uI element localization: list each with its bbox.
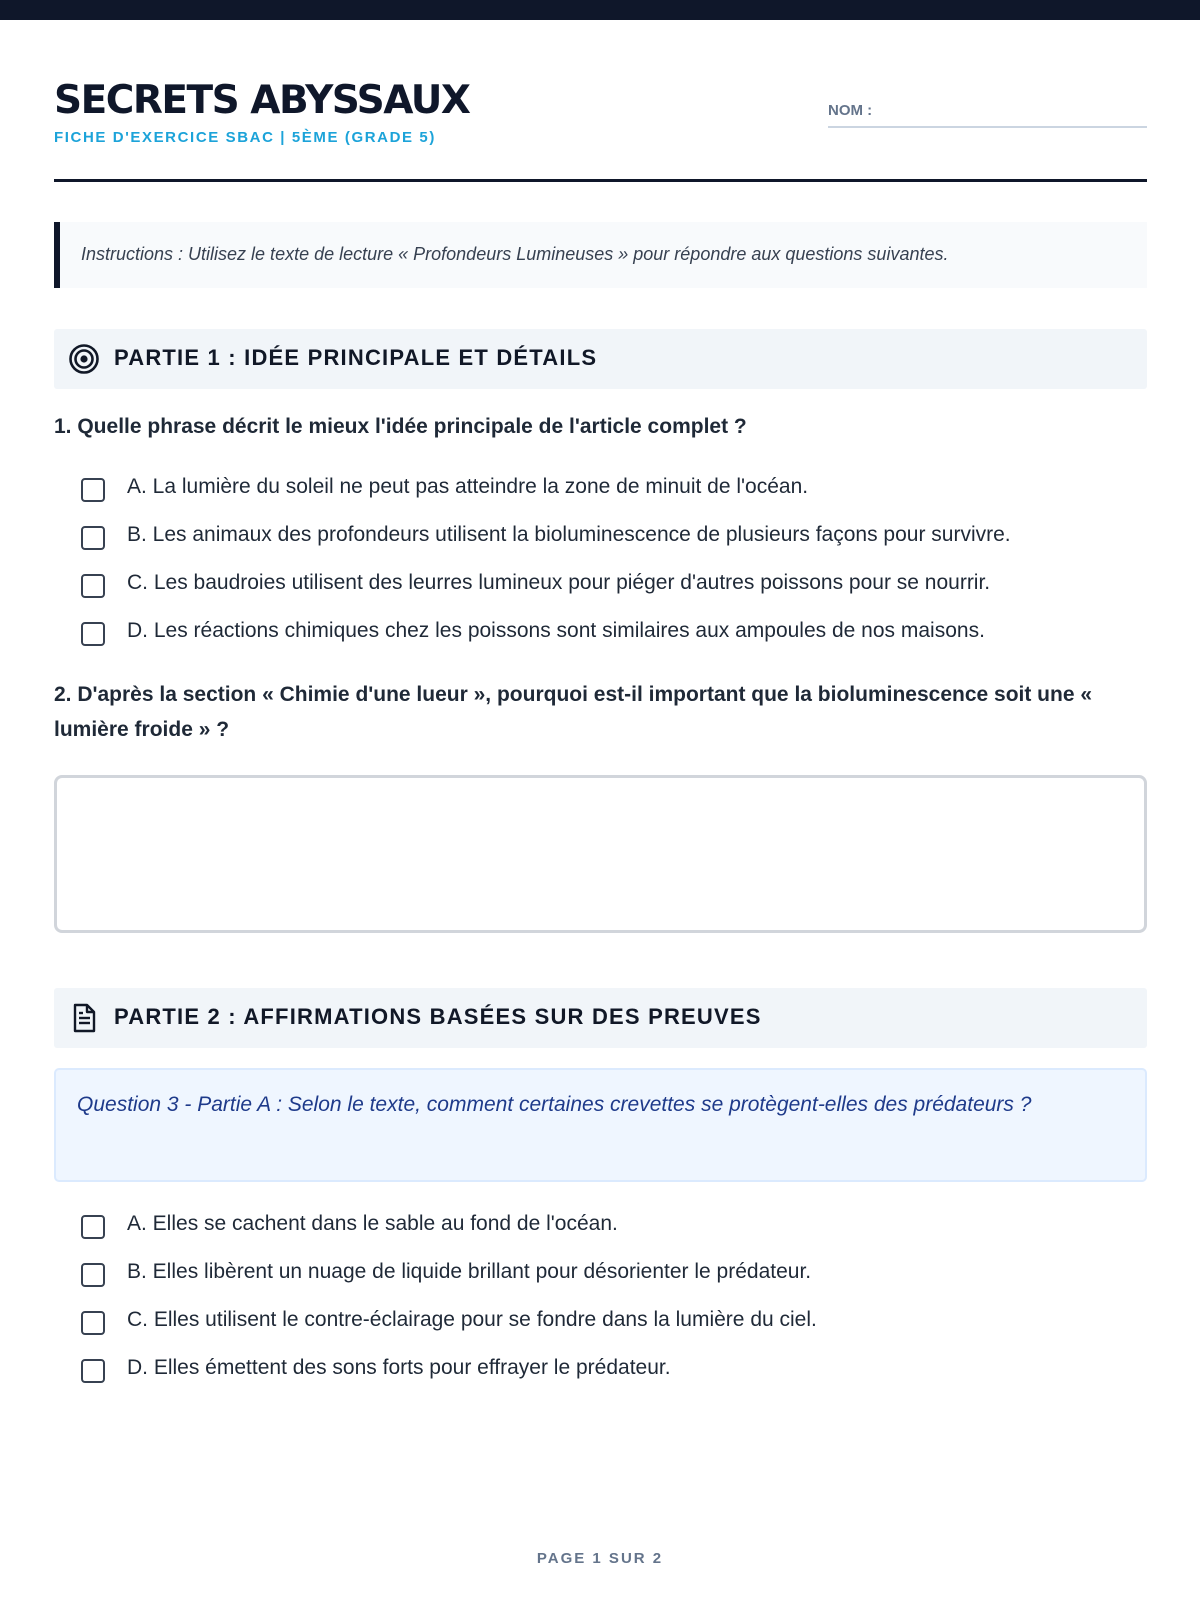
question-1-options <box>81 470 1147 662</box>
checkbox[interactable] <box>81 1263 105 1287</box>
checkbox[interactable] <box>81 1359 105 1383</box>
option-3c[interactable] <box>81 1303 1147 1351</box>
question-1: 1. Quelle phrase décrit le mieux l'idée principale de l'article complet ? <box>54 415 747 438</box>
page-number: PAGE 1 SUR 2 <box>536 1550 664 1567</box>
option-3a[interactable] <box>81 1207 1147 1255</box>
checkbox[interactable] <box>81 478 105 502</box>
question-2-answer-box[interactable] <box>54 775 1147 933</box>
section-part-2-title: PARTIE 2 : AFFIRMATIONS BASÉES SUR DES PREUVES <box>114 1004 762 1029</box>
checkbox[interactable] <box>81 1215 105 1239</box>
document-icon <box>68 1002 100 1034</box>
section-part-1-title: PARTIE 1 : IDÉE PRINCIPALE ET DÉTAILS <box>114 345 598 370</box>
header-divider <box>54 179 1147 182</box>
top-bar <box>0 0 1200 20</box>
option-label: C. Elles utilisent le contre-éclairage pour se fondre dans la lumière du ciel. <box>127 1308 817 1331</box>
instructions-box <box>54 222 1147 288</box>
name-field[interactable] <box>828 100 1147 128</box>
option-3d[interactable] <box>81 1351 1147 1399</box>
option-label: B. Elles libèrent un nuage de liquide brillant pour désorienter le prédateur. <box>127 1260 812 1283</box>
option-3b[interactable] <box>81 1255 1147 1303</box>
option-1b[interactable] <box>81 518 1147 566</box>
question-2: 2. D'après la section « Chimie d'une lueur », pourquoi est-il important que la bioluminescence soit une « lumière froide » ? <box>54 683 1093 741</box>
worksheet-header <box>54 78 1147 180</box>
checkbox[interactable] <box>81 526 105 550</box>
checkbox[interactable] <box>81 1311 105 1335</box>
option-label: B. Les animaux des profondeurs utilisent la bioluminescence de plusieurs façons pour survivre. <box>127 523 1011 546</box>
instructions-text: Instructions : Utilisez le texte de lecture « Profondeurs Lumineuses » pour répondre aux questions suivantes. <box>81 244 949 264</box>
option-label: D. Les réactions chimiques chez les poissons sont similaires aux ampoules de nos maisons. <box>127 619 985 642</box>
option-label: A. La lumière du soleil ne peut pas atteindre la zone de minuit de l'océan. <box>127 475 809 498</box>
section-part-1-header <box>54 329 1147 389</box>
option-label: C. Les baudroies utilisent des leurres lumineux pour piéger d'autres poissons pour se nourrir. <box>127 571 991 594</box>
question-3-callout <box>54 1068 1147 1182</box>
name-label: NOM : <box>828 102 873 119</box>
checkbox[interactable] <box>81 574 105 598</box>
option-label: D. Elles émettent des sons forts pour effrayer le prédateur. <box>127 1356 671 1379</box>
option-1d[interactable] <box>81 614 1147 662</box>
option-1a[interactable] <box>81 470 1147 518</box>
checkbox[interactable] <box>81 622 105 646</box>
worksheet-title: SECRETS ABYSSAUX <box>54 78 470 123</box>
question-3-options <box>81 1207 1147 1399</box>
section-part-2-header <box>54 988 1147 1048</box>
option-1c[interactable] <box>81 566 1147 614</box>
target-icon <box>68 343 100 375</box>
question-3-text: Question 3 - Partie A : Selon le texte, comment certaines crevettes se protègent-elles des prédateurs ? <box>77 1093 1032 1116</box>
option-label: A. Elles se cachent dans le sable au fond de l'océan. <box>127 1212 618 1235</box>
worksheet-subtitle: FICHE D'EXERCICE SBAC | 5ÈME (GRADE 5) <box>54 129 436 146</box>
